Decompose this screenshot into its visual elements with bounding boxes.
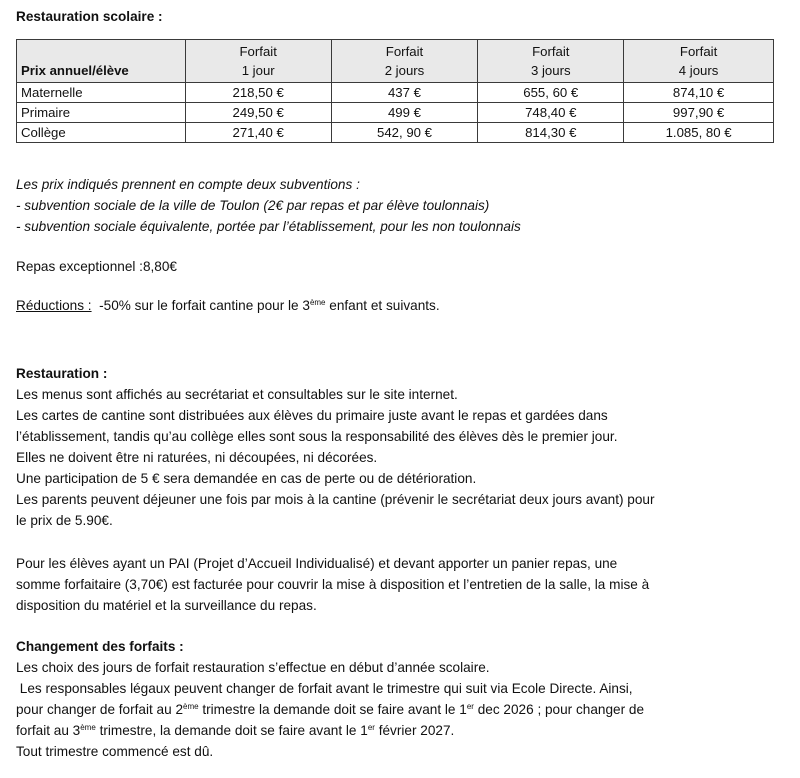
table-cell: 1.085, 80 €	[624, 123, 774, 143]
paragraph-line: Les parents peuvent déjeuner une fois par mois à la cantine (prévenir le secrétariat deux jours avant) pour	[16, 492, 655, 507]
row-label: Maternelle	[17, 83, 186, 103]
table-row	[17, 123, 774, 143]
table-cell: 748,40 €	[478, 103, 624, 123]
paragraph-line: Les menus sont affichés au secrétariat et consultables sur le site internet.	[16, 387, 458, 402]
section-heading: Restauration :	[16, 366, 108, 381]
paragraph-line: l’établissement, tandis qu’au collège elles sont sous la responsabilité des élèves dès le premier jour.	[16, 429, 618, 444]
table-header-cell: Forfait 2 jours	[331, 40, 478, 83]
table-cell: 542, 90 €	[331, 123, 478, 143]
paragraph-line: Les responsables légaux peuvent changer de forfait avant le trimestre qui suit via Ecole Directe. Ainsi,	[16, 681, 633, 696]
paragraph-line: pour changer de forfait au 2ème trimestre la demande doit se faire avant le 1er dec 2026 ; pour changer de	[16, 702, 645, 717]
pai-section	[16, 553, 786, 616]
paragraph-line: Tout trimestre commencé est dû.	[16, 744, 214, 759]
table-cell: 655, 60 €	[478, 83, 624, 103]
table-header-cell: Forfait 3 jours	[478, 40, 624, 83]
exceptional-meal-price: Repas exceptionnel :8,80€	[16, 259, 177, 274]
row-label: Collège	[17, 123, 186, 143]
paragraph-line: Les cartes de cantine sont distribuées aux élèves du primaire juste avant le repas et gardées dans	[16, 408, 608, 423]
table-cell: 997,90 €	[624, 103, 774, 123]
table-header-cell: Forfait 1 jour	[185, 40, 331, 83]
table-row	[17, 83, 774, 103]
paragraph-line: Une participation de 5 € sera demandée en cas de perte ou de détérioration.	[16, 471, 477, 486]
table-row	[17, 103, 774, 123]
section-heading: Changement des forfaits :	[16, 639, 184, 654]
paragraph-line: forfait au 3ème trimestre, la demande doit se faire avant le 1er février 2027.	[16, 723, 455, 738]
table-cell: 814,30 €	[478, 123, 624, 143]
price-table	[16, 39, 774, 143]
table-header-label: Prix annuel/élève	[17, 40, 186, 83]
note-line: - subvention sociale de la ville de Toulon (2€ par repas et par élève toulonnais)	[16, 198, 490, 213]
table-header-row	[17, 40, 774, 83]
paragraph-line: Pour les élèves ayant un PAI (Projet d’Accueil Individualisé) et devant apporter un panier repas, une	[16, 556, 618, 571]
paragraph-line: disposition du matériel et la surveillance du repas.	[16, 598, 317, 613]
paragraph-line: Elles ne doivent être ni raturées, ni découpées, ni décorées.	[16, 450, 378, 465]
reductions-label: Réductions :	[16, 298, 92, 313]
table-cell: 218,50 €	[185, 83, 331, 103]
table-cell: 249,50 €	[185, 103, 331, 123]
subsidy-notes	[16, 174, 786, 237]
paragraph-line: Les choix des jours de forfait restauration s’effectue en début d’année scolaire.	[16, 660, 490, 675]
table-cell: 499 €	[331, 103, 478, 123]
table-cell: 271,40 €	[185, 123, 331, 143]
section-title-restauration-scolaire: Restauration scolaire :	[16, 9, 163, 24]
paragraph-line: somme forfaitaire (3,70€) est facturée pour couvrir la mise à disposition et l’entretien de la salle, la mise à	[16, 577, 650, 592]
table-header-cell: Forfait 4 jours	[624, 40, 774, 83]
row-label: Primaire	[17, 103, 186, 123]
changement-section	[16, 636, 786, 762]
table-cell: 437 €	[331, 83, 478, 103]
reductions-line: Réductions : -50% sur le forfait cantine pour le 3ème enfant et suivants.	[16, 298, 440, 313]
note-line: - subvention sociale équivalente, portée par l’établissement, pour les non toulonnais	[16, 219, 521, 234]
table-cell: 874,10 €	[624, 83, 774, 103]
restauration-section	[16, 363, 786, 531]
paragraph-line: le prix de 5.90€.	[16, 513, 113, 528]
note-line: Les prix indiqués prennent en compte deux subventions :	[16, 177, 360, 192]
